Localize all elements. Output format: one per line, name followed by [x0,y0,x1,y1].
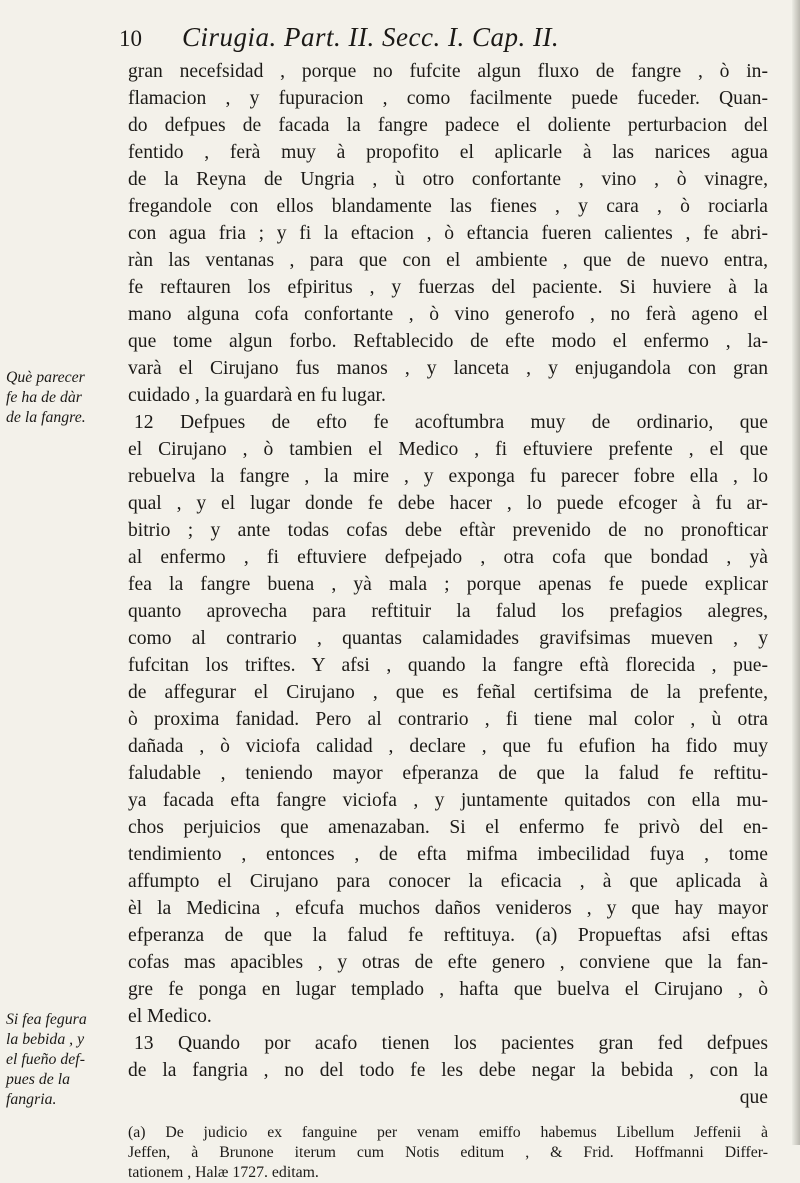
text-line: gran necefsidad , porque no fufcite algun fluxo de fangre , ò in- [128,61,768,82]
footnote-line: Jeffen, à Brunone iterum cum Notis editum , & Frid. Hoffmanni Differ- [128,1144,768,1161]
text-line: fentido , ferà muy à propofito el aplicarle à las narices agua [128,142,768,163]
catchword: que [739,1087,768,1108]
footnote [128,1123,768,1183]
text-line: flamacion , y fupuracion , como facilmente puede fuceder. Quan- [128,88,768,109]
text-line: varà el Cirujano fus manos , y lanceta , y enjugandola con gran [128,358,768,379]
text-line: qual , y el lugar donde fe debe hacer , lo puede efcoger à fu ar- [128,493,768,514]
text-line: faludable , teniendo mayor efperanza de que la falud fe reftitu- [128,763,768,784]
text-line: quanto aprovecha para reftituir la falud los prefagios alegres, [128,601,768,622]
text-line: al enfermo , fi eftuviere defpejado , otra cofa que bondad , yà [128,547,768,568]
text-line: fea la fangre buena , yà mala ; porque apenas fe puede explicar [128,574,768,595]
text-line: ya facada efta fangre viciofa , y juntamente quitados con ella mu- [128,790,768,811]
text-line: el Cirujano , ò tambien el Medico , fi eftuviere prefente , el que [128,439,768,460]
text-line: tendimiento , entonces , de efta mifma imbecilidad fuya , tome [128,844,768,865]
text-line: rebuelva la fangre , la mire , y exponga fu parecer fobre ella , lo [128,466,768,487]
text-line: fufcitan los triftes. Y afsi , quando la fangre eftà florecida , pue- [128,655,768,676]
text-line: efperanza de que la falud fe reftituya. (a) Propueftas afsi eftas [128,925,768,946]
page-header [0,14,800,58]
text-line: cuidado , la guardarà en fu lugar. [128,385,386,406]
margin-note-line: la bebida , y [6,1031,85,1048]
margin-note-line: de la fangre. [6,409,86,426]
running-title: Cirugia. Part. II. Secc. I. Cap. II. [182,22,560,52]
text-line: fe reftauren los efpiritus , y fuerzas del paciente. Si huviere à la [128,277,768,298]
paragraph-13-start: 13 Quando por acafo tienen los pacientes gran fed defpues [134,1033,768,1054]
text-line: chos perjuicios que amenazaban. Si el enfermo fe privò del en- [128,817,768,838]
text-line: de la Reyna de Ungria , ù otro confortante , vino , ò vinagre, [128,169,768,190]
text-line: que tome algun forbo. Reftablecido de efte modo el enfermo , la- [128,331,768,352]
footnote-line: tationem , Halæ 1727. editam. [128,1164,319,1181]
margin-note-line: Què parecer [6,369,85,386]
margin-note [6,1010,116,1110]
text-line: mano alguna cofa confortante , ò vino generofo , no ferà ageno el [128,304,768,325]
margin-note-line: Si fea fegura [6,1011,87,1028]
text-line: dañada , ò viciofa calidad , declare , que fu efufion ha fido muy [128,736,768,757]
text-line: èl la Medicina , efcufa muchos daños venideros , y que hay mayor [128,898,768,919]
margin-note-line: el fueño def- [6,1051,85,1068]
body-text [128,58,768,1183]
text-line: de la fangria , no del todo fe les debe negar la bebida , con la [128,1060,768,1081]
text-line: bitrio ; y ante todas cofas debe eftàr prevenido de no pronofticar [128,520,768,541]
text-line: como al contrario , quantas calamidades gravifsimas mueven , y [128,628,768,649]
paragraph-12-start: 12 Defpues de efto fe acoftumbra muy de ordinario, que [134,412,768,433]
text-line: con agua fria ; y fi la eftacion , ò eftancia fueren calientes , fe abri- [128,223,768,244]
margin-note-line: pues de la [6,1071,71,1088]
page-edge [792,0,800,1145]
footnote-line: (a) De judicio ex fanguine per venam emiffo habemus Libellum Jeffenii à [128,1124,768,1141]
margin-note-line: fangria. [6,1091,57,1108]
text-line: de affegurar el Cirujano , que es feñal certifsima de la prefente, [128,682,768,703]
margin-note [6,368,116,428]
text-line: cofas mas apacibles , y otras de efte genero , conviene que la fan- [128,952,768,973]
page-number: 10 [119,26,142,51]
text-line: gre fe ponga en lugar templado , hafta que buelva el Cirujano , ò [128,979,768,1000]
text-line: ò proxima fanidad. Pero al contrario , fi tiene mal color , ù otra [128,709,768,730]
text-line: affumpto el Cirujano para conocer la eficacia , à que aplicada à [128,871,768,892]
text-line: el Medico. [128,1006,212,1027]
text-line: ràn las ventanas , para que con el ambiente , que de nuevo entra, [128,250,768,271]
text-line: fregandole con ellos blandamente las fienes , y cara , ò rociarla [128,196,768,217]
text-line: do defpues de facada la fangre padece el doliente perturbacion del [128,115,768,136]
margin-note-line: fe ha de dàr [6,389,82,406]
